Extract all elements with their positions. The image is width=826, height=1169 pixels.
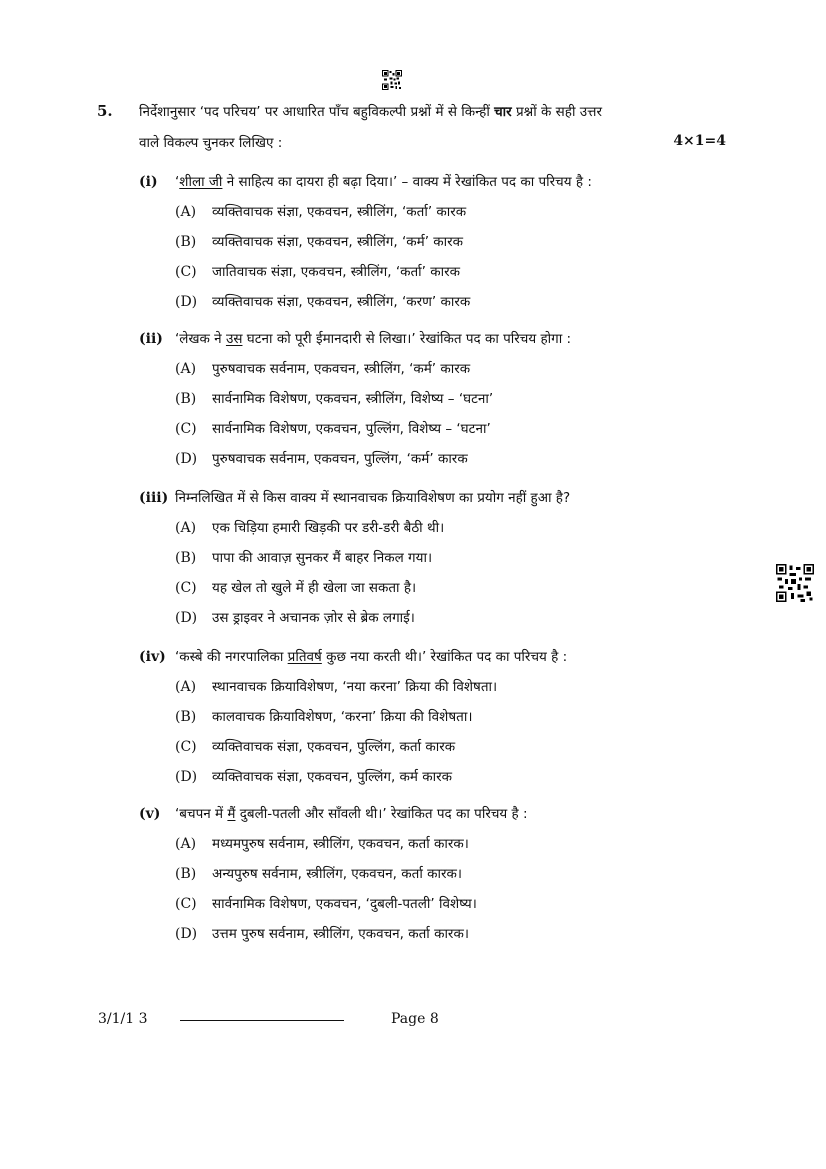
option-label: (B) [175, 709, 197, 725]
option-c [175, 262, 759, 292]
option-text: मध्यमपुरुष सर्वनाम, स्त्रीलिंग, एकवचन, कर्ता कारक। [212, 836, 469, 852]
option-b [175, 232, 759, 262]
option-text: सार्वनामिक विशेषण, एकवचन, ‘दुबली-पतली’ विशेष्य। [212, 896, 477, 912]
subquestion-v [139, 804, 759, 954]
option-text: व्यक्तिवाचक संज्ञा, एकवचन, स्त्रीलिंग, ‘कर्म’ कारक [212, 234, 464, 250]
instruction-text: प्रश्नों के सही उत्तर [511, 104, 602, 120]
subquestion-iv [139, 647, 759, 797]
question-number: 5. [97, 102, 113, 120]
option-label: (B) [175, 866, 197, 882]
option-label: (D) [175, 294, 198, 310]
text-part: ने साहित्य का दायरा ही बढ़ा दिया।’ – वाक्य में रेखांकित पद का परिचय है : [222, 174, 592, 190]
option-b [175, 707, 759, 737]
underlined-word: मैं [227, 806, 236, 822]
option-label: (A) [175, 679, 197, 695]
qr-code-icon [776, 564, 814, 602]
text-part: ‘ [175, 174, 180, 190]
subquestion-iii [139, 488, 759, 638]
option-b [175, 864, 759, 894]
option-d [175, 767, 759, 797]
subquestion-number: (iv) [139, 649, 166, 665]
option-c [175, 419, 759, 449]
text-part: ‘लेखक ने [175, 331, 226, 347]
option-label: (C) [175, 421, 197, 437]
option-label: (B) [175, 550, 197, 566]
option-d [175, 292, 759, 322]
option-a [175, 359, 759, 389]
option-d [175, 924, 759, 954]
option-text: व्यक्तिवाचक संज्ञा, एकवचन, पुल्लिंग, कर्म कारक [212, 769, 453, 785]
option-d [175, 449, 759, 479]
subquestion-text [175, 804, 528, 822]
option-text: व्यक्तिवाचक संज्ञा, एकवचन, स्त्रीलिंग, ‘कर्ता’ कारक [212, 204, 467, 220]
subquestion-i [139, 172, 759, 322]
footer-divider [180, 1020, 344, 1021]
option-text: उस ड्राइवर ने अचानक ज़ोर से ब्रेक लगाई। [212, 610, 415, 626]
text-part: ‘बचपन में [175, 806, 228, 822]
option-label: (A) [175, 520, 197, 536]
paper-code: 3/1/1 3 [98, 1011, 148, 1027]
option-label: (A) [175, 361, 197, 377]
option-text: अन्यपुरुष सर्वनाम, स्त्रीलिंग, एकवचन, कर्ता कारक। [212, 866, 462, 882]
qr-code-icon [382, 70, 402, 90]
question-instruction-line-1 [139, 102, 602, 120]
option-label: (D) [175, 769, 198, 785]
underlined-word: उस [225, 331, 243, 347]
option-text: सार्वनामिक विशेषण, एकवचन, पुल्लिंग, विशेष्य – ‘घटना’ [212, 421, 491, 437]
marks-allotted: 4×1=4 [673, 133, 726, 149]
option-label: (A) [175, 836, 197, 852]
option-label: (B) [175, 391, 197, 407]
option-label: (D) [175, 926, 198, 942]
option-text: पुरुषवाचक सर्वनाम, एकवचन, स्त्रीलिंग, ‘कर्म’ कारक [212, 361, 471, 377]
option-c [175, 894, 759, 924]
option-text: कालवाचक क्रियाविशेषण, ‘करना’ क्रिया की विशेषता। [212, 709, 473, 725]
subquestion-ii [139, 329, 759, 479]
option-b [175, 548, 759, 578]
subquestion-number: (v) [139, 806, 161, 822]
option-d [175, 608, 759, 638]
option-text: एक चिड़िया हमारी खिड़की पर डरी-डरी बैठी थी। [212, 520, 445, 536]
text-part: घटना को पूरी ईमानदारी से लिखा।’ रेखांकित पद का परिचय होगा : [242, 331, 572, 347]
subquestion-number: (ii) [139, 331, 163, 347]
option-c [175, 578, 759, 608]
option-a [175, 677, 759, 707]
option-label: (C) [175, 580, 197, 596]
underlined-word: प्रतिवर्ष [287, 649, 322, 665]
text-part: ‘कस्बे की नगरपालिका [175, 649, 288, 665]
underlined-word: शीला जी [179, 174, 223, 190]
option-text: पापा की आवाज़ सुनकर मैं बाहर निकल गया। [212, 550, 433, 566]
option-label: (A) [175, 204, 197, 220]
option-label: (D) [175, 451, 198, 467]
option-text: व्यक्तिवाचक संज्ञा, एकवचन, स्त्रीलिंग, ‘करण’ कारक [212, 294, 471, 310]
subquestion-text [175, 488, 570, 506]
text-part: निम्नलिखित में से किस वाक्य में स्थानवाचक क्रियाविशेषण का प्रयोग नहीं हुआ है? [175, 490, 571, 506]
option-text: यह खेल तो खुले में ही खेला जा सकता है। [212, 580, 417, 596]
option-a [175, 834, 759, 864]
option-text: पुरुषवाचक सर्वनाम, एकवचन, पुल्लिंग, ‘कर्म’ कारक [212, 451, 468, 467]
option-text: सार्वनामिक विशेषण, एकवचन, स्त्रीलिंग, विशेष्य – ‘घटना’ [212, 391, 494, 407]
page-number: Page 8 [391, 1011, 439, 1027]
subquestion-text [175, 172, 592, 190]
text-part: दुबली-पतली और साँवली थी।’ रेखांकित पद का परिचय है : [235, 806, 528, 822]
instruction-text: निर्देशानुसार ‘पद परिचय’ पर आधारित पाँच बहुविकल्पी प्रश्नों में से किन्हीं [139, 104, 495, 120]
instruction-bold-text: चार [494, 104, 512, 120]
option-label: (C) [175, 739, 197, 755]
option-a [175, 202, 759, 232]
option-c [175, 737, 759, 767]
option-label: (D) [175, 610, 198, 626]
subquestion-number: (iii) [139, 490, 169, 506]
text-part: कुछ नया करती थी।’ रेखांकित पद का परिचय है : [321, 649, 568, 665]
option-text: जातिवाचक संज्ञा, एकवचन, स्त्रीलिंग, ‘कर्ता’ कारक [212, 264, 461, 280]
subquestion-text [175, 647, 567, 665]
option-label: (C) [175, 264, 197, 280]
question-instruction-line-2: वाले विकल्प चुनकर लिखिए : [139, 135, 283, 151]
option-text: व्यक्तिवाचक संज्ञा, एकवचन, पुल्लिंग, कर्ता कारक [212, 739, 456, 755]
option-text: स्थानवाचक क्रियाविशेषण, ‘नया करना’ क्रिया की विशेषता। [212, 679, 498, 695]
subquestion-number: (i) [139, 174, 158, 190]
option-a [175, 518, 759, 548]
subquestion-text [175, 329, 571, 347]
option-b [175, 389, 759, 419]
option-label: (C) [175, 896, 197, 912]
option-label: (B) [175, 234, 197, 250]
option-text: उत्तम पुरुष सर्वनाम, स्त्रीलिंग, एकवचन, कर्ता कारक। [212, 926, 469, 942]
